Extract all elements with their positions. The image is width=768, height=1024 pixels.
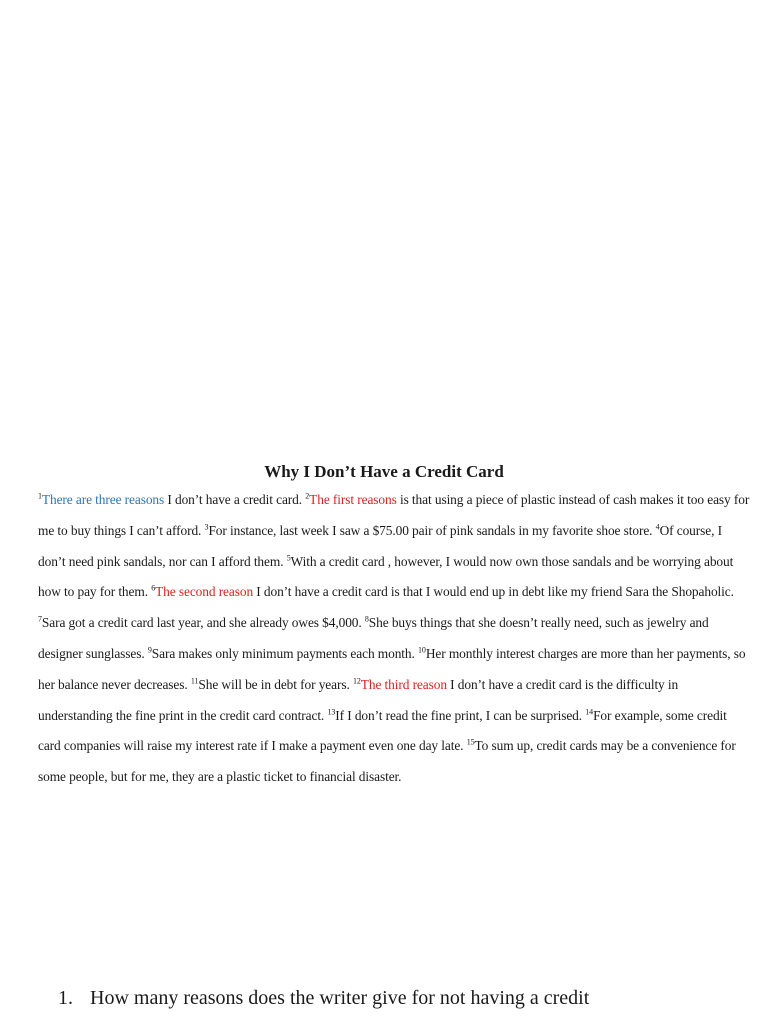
sentence-number: 5 (286, 553, 291, 563)
sentence-number: 6 (151, 583, 156, 593)
sentence-text: I don’t have a credit card is that I would end up in debt like my friend Sara the Shopaholic. (253, 584, 734, 600)
question-number: 1. (58, 987, 73, 1009)
sentence-text: Sara got a credit card last year, and she already owes $4,000. (41, 615, 365, 631)
sentence-number: 15 (466, 737, 475, 747)
sentence-text: Her monthly interest charges are more than her payments, so her balance never decreases. (38, 645, 746, 692)
sentence-text: If I don’t read the fine print, I can be surprised. (335, 707, 586, 723)
sentence-number: 9 (147, 645, 152, 655)
second-reason-highlight: The second reason (155, 584, 254, 600)
question-1 (58, 984, 758, 1012)
sentence-1 (38, 492, 305, 507)
sentence-13 (327, 708, 585, 723)
sentence-number: 7 (38, 614, 42, 624)
sentence-11 (191, 677, 353, 692)
third-reason-highlight: The third reason (360, 676, 447, 692)
sentence-number: 10 (418, 645, 426, 655)
sentence-7 (38, 615, 365, 630)
sentence-text: Of course, I don’t need pink sandals, nor can I afford them. (38, 522, 722, 569)
document-title: Why I Don’t Have a Credit Card (264, 462, 504, 481)
sentence-number: 3 (204, 522, 209, 532)
sentence-number: 14 (585, 707, 594, 717)
sentence-text: Sara makes only minimum payments each month. (151, 645, 419, 661)
sentence-number: 13 (327, 707, 336, 717)
sentence-text: She buys things that she doesn’t really need, such as jewelry and designer sunglasses. (38, 615, 709, 661)
essay-paragraph (38, 485, 752, 793)
sentence-text: With a credit card , however, I would now own those sandals and be worrying about how to pay for them. (38, 553, 734, 600)
sentence-9 (148, 646, 418, 661)
first-reason-highlight: The first reasons (309, 492, 397, 507)
sentence-text: I don’t have a credit card. (164, 492, 306, 507)
sentence-3 (205, 523, 656, 538)
sentence-text: She will be in debt for years. (198, 676, 353, 692)
topic-sentence-highlight: There are three reasons (41, 492, 165, 507)
sentence-6 (151, 584, 734, 599)
sentence-number: 1 (38, 491, 42, 501)
sentence-number: 11 (190, 676, 199, 686)
sentence-text: For example, some credit card companies will raise my interest rate if I make a payment even one day late. (38, 707, 727, 754)
sentence-number: 4 (655, 522, 660, 532)
sentence-text: To sum up, credit cards may be a convenience for some people, but for me, they are a plastic ticket to financial disaster. (38, 738, 736, 785)
sentence-text: I don’t have a credit card is the difficulty in understanding the fine print in the credit card contract. (38, 676, 679, 723)
sentence-number: 12 (352, 676, 361, 686)
sentence-number: 2 (305, 491, 310, 501)
question-text: How many reasons does the writer give for not having a credit (90, 987, 590, 1009)
sentence-text: is that using a piece of plastic instead of cash makes it too easy for me to buy things I can’t afford. (38, 492, 750, 538)
sentence-text: For instance, last week I saw a $75.00 pair of pink sandals in my favorite shoe store. (208, 522, 656, 538)
sentence-number: 8 (364, 614, 369, 624)
